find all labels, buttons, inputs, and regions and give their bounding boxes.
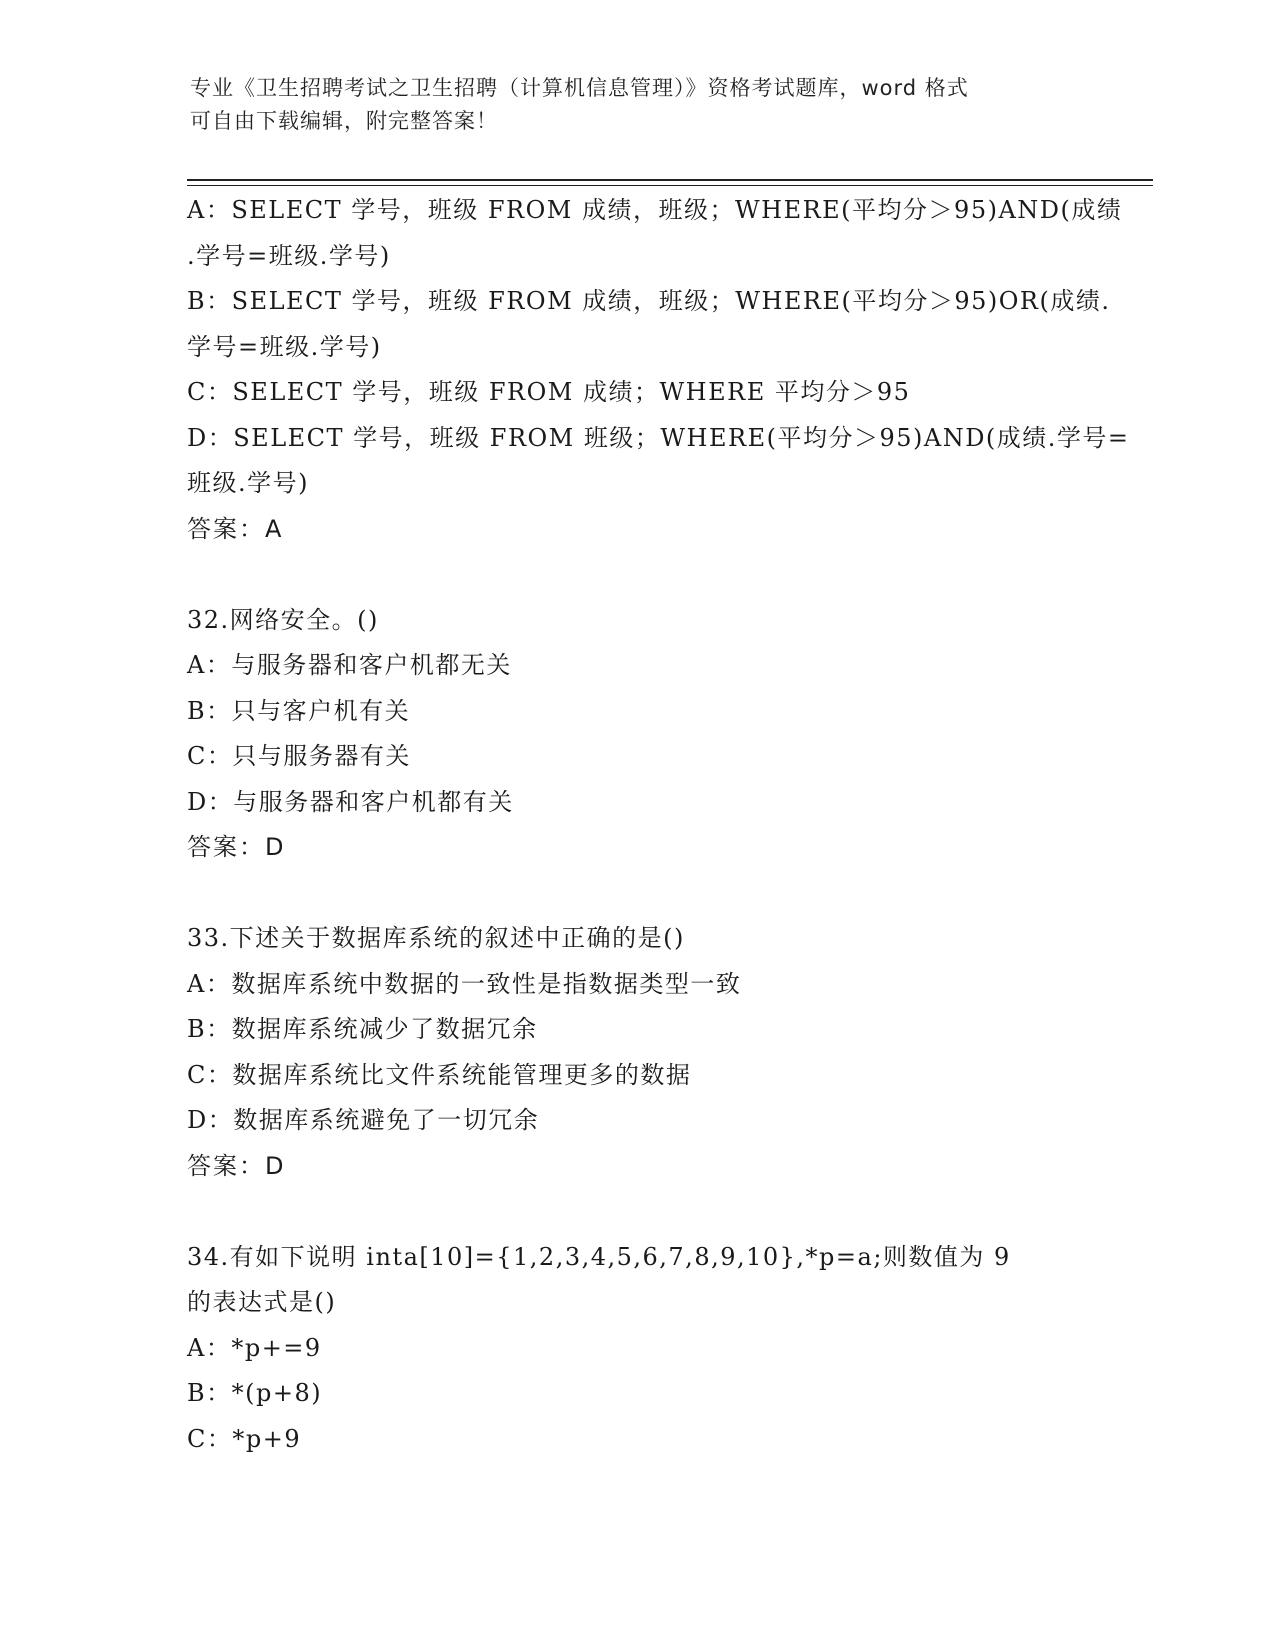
q32-option-c: C：只与服务器有关 bbox=[187, 742, 411, 770]
spacer bbox=[187, 1189, 1087, 1235]
q31-option-a-line-2: .学号=班级.学号) bbox=[187, 241, 391, 270]
q32-option-d: D：与服务器和客户机都有关 bbox=[187, 787, 514, 816]
q33-option-d: D：数据库系统避免了一切冗余 bbox=[187, 1106, 540, 1134]
spacer bbox=[187, 552, 1087, 598]
q32-answer: 答案：D bbox=[187, 833, 286, 861]
header-divider-thin bbox=[187, 185, 1153, 186]
q31-option-d-line-1: D：SELECT 学号，班级 FROM 班级；WHERE(平均分＞95)AND(成绩.学号= bbox=[187, 423, 1130, 452]
q31-option-c: C：SELECT 学号，班级 FROM 成绩；WHERE 平均分＞95 bbox=[187, 378, 911, 406]
q33-option-b: B：数据库系统减少了数据冗余 bbox=[187, 1015, 538, 1043]
q34-option-c: C：*p+9 bbox=[187, 1424, 302, 1453]
question-list bbox=[187, 188, 1130, 1462]
q33-option-a: A：数据库系统中数据的一致性是指数据类型一致 bbox=[187, 969, 742, 998]
q31-option-b-line-1: B：SELECT 学号，班级 FROM 成绩，班级；WHERE(平均分＞95)OR(成绩. bbox=[187, 287, 1111, 315]
q33-option-c: C：数据库系统比文件系统能管理更多的数据 bbox=[187, 1060, 692, 1089]
header-line-1: 专业《卫生招聘考试之卫生招聘（计算机信息管理）》资格考试题库，word 格式 bbox=[190, 76, 969, 100]
q32-option-b: B：只与客户机有关 bbox=[187, 696, 411, 725]
q31-answer: 答案：A bbox=[187, 514, 284, 543]
document-header bbox=[190, 72, 1090, 138]
q33-stem: 33.下述关于数据库系统的叙述中正确的是() bbox=[187, 924, 685, 952]
q34-option-a: A：*p+=9 bbox=[187, 1333, 322, 1362]
q34-option-b: B：*(p+8) bbox=[187, 1379, 323, 1407]
q32-stem: 32.网络安全。() bbox=[187, 605, 379, 634]
q33-answer: 答案：D bbox=[187, 1151, 286, 1180]
q34-stem-line-2: 的表达式是() bbox=[187, 1288, 337, 1316]
q34-stem-line-1: 34.有如下说明 inta[10]={1,2,3,4,5,6,7,8,9,10},*p=a;则数值为 9 bbox=[187, 1242, 1011, 1271]
spacer bbox=[187, 871, 1087, 917]
q31-option-b-line-2: 学号=班级.学号) bbox=[187, 332, 382, 361]
header-divider-thick bbox=[187, 179, 1153, 181]
header-line-2: 可自由下载编辑，附完整答案！ bbox=[190, 109, 498, 133]
q32-option-a: A：与服务器和客户机都无关 bbox=[187, 651, 512, 679]
q31-option-d-line-2: 班级.学号) bbox=[187, 469, 309, 497]
q31-option-a-line-1: A：SELECT 学号，班级 FROM 成绩，班级；WHERE(平均分＞95)AND(成绩 bbox=[187, 196, 1123, 224]
